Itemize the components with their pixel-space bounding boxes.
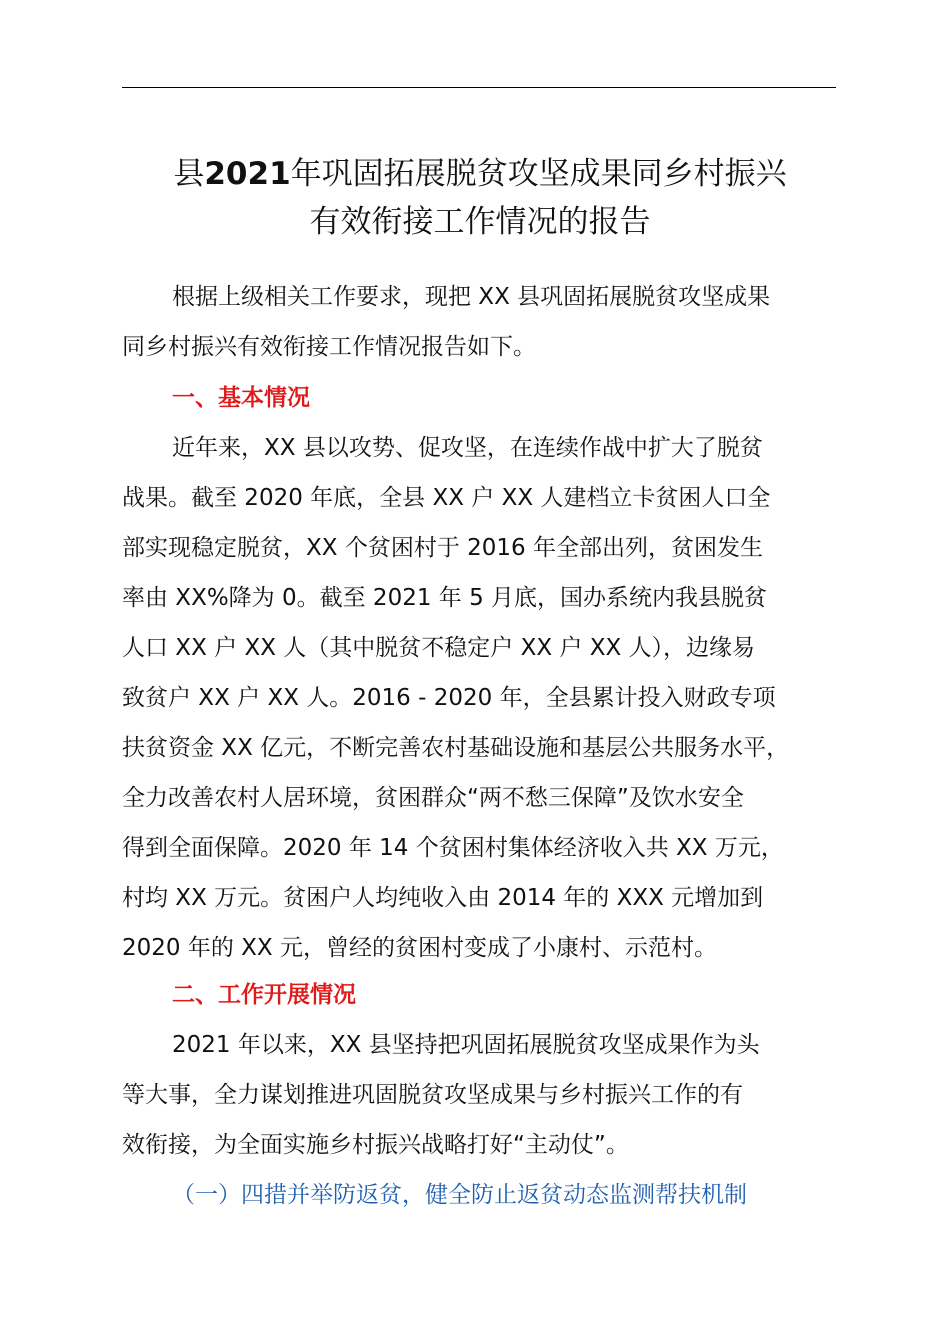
header-rule	[122, 87, 836, 88]
title-year: 2021	[204, 156, 291, 192]
title-line-1: 县2021年巩固拓展脱贫攻坚成果同乡村振兴	[173, 156, 787, 192]
intro-paragraph: 根据上级相关工作要求，现把 XX 县巩固拓展脱贫攻坚成果 同乡村振兴有效衔接工作情况报告如下。	[122, 284, 771, 360]
section-heading-work: 二、工作开展情况	[172, 982, 356, 1008]
section-work-paragraph: 2021 年以来，XX 县坚持把巩固拓展脱贫攻坚成果作为头 等大事，全力谋划推进巩固脱贫攻坚成果与乡村振兴工作的有 效衔接，为全面实施乡村振兴战略打好“主动仗”。	[122, 1032, 760, 1158]
document-title	[100, 150, 860, 246]
title-line-2: 有效衔接工作情况的报告	[309, 204, 651, 240]
section-heading-basic: 一、基本情况	[172, 385, 310, 411]
subsection-heading-1: （一）四措并举防返贫，健全防止返贫动态监测帮扶机制	[172, 1182, 747, 1208]
section-basic-paragraph: 近年来，XX 县以攻势、促攻坚，在连续作战中扩大了脱贫 战果。截至 2020 年底，全县 XX 户 XX 人建档立卡贫困人口全 部实现稳定脱贫，XX 个贫困村于 2016 年全部出列，贫困发生 率由 XX%降为 0。截至 2021 年 5 月底，国办系统内我县脱贫 人口 XX 户 XX 人（其中脱贫不稳定户 XX 户 XX 人），边缘易 致贫户 XX 户 XX 人。2016 - 2020 年，全县累计投入财政专项 扶贫资金 XX 亿元，不断完善农村基础设施和基层公共服务水平， 全力改善农村人居环境，贫困群众“两不愁三保障”及饮水安全 得到全面保障。2020 年 14 个贫困村集体经济收入共 XX 万元， 村均 XX 万元。贫困户人均纯收入由 2014 年的 XXX 元增加到 2020 年的 XX 元，曾经的贫困村变成了小康村、示范村。	[122, 435, 790, 961]
